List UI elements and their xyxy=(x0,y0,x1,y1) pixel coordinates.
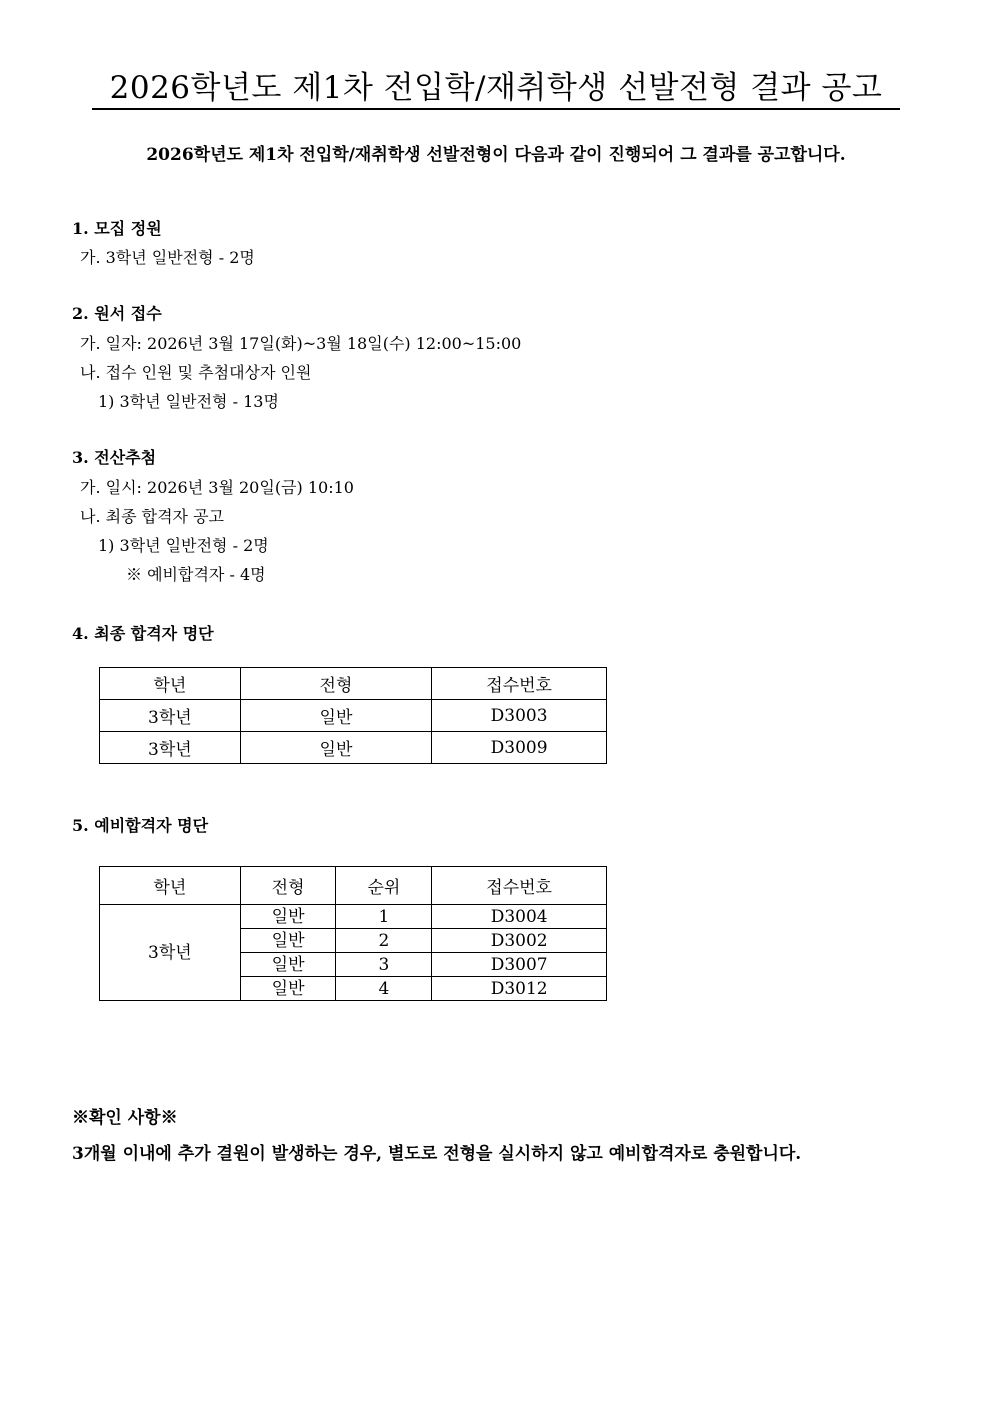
header-type: 전형 xyxy=(240,867,336,905)
section2-item-b1: 1) 3학년 일반전형 - 13명 xyxy=(98,392,279,411)
intro-text: 2026학년도 제1차 전입학/재취학생 선발전형이 다음과 같이 진행되어 그 결과를 공고합니다. xyxy=(146,145,846,165)
section4-heading: 4. 최종 합격자 명단 xyxy=(72,624,214,643)
cell-type: 일반 xyxy=(240,953,336,977)
cell-receipt-no: D3009 xyxy=(432,732,607,764)
table-header-row xyxy=(100,668,607,700)
cell-type: 일반 xyxy=(240,905,336,929)
header-rank: 순위 xyxy=(336,867,432,905)
table-header-row xyxy=(100,867,607,905)
section3-item-b1: 1) 3학년 일반전형 - 2명 xyxy=(98,536,269,555)
cell-type: 일반 xyxy=(240,977,336,1001)
cell-receipt-no: D3002 xyxy=(432,929,607,953)
section2-item-b: 나. 접수 인원 및 추첨대상자 인원 xyxy=(80,363,312,382)
cell-type: 일반 xyxy=(240,700,432,732)
cell-grade: 3학년 xyxy=(100,700,241,732)
notice-heading: ※확인 사항※ xyxy=(72,1108,178,1128)
header-grade: 학년 xyxy=(100,668,241,700)
reserve-pass-table xyxy=(99,866,607,1001)
section3-item-b: 나. 최종 합격자 공고 xyxy=(80,507,224,526)
cell-receipt-no: D3003 xyxy=(432,700,607,732)
header-type: 전형 xyxy=(240,668,432,700)
header-receipt-no: 접수번호 xyxy=(432,668,607,700)
cell-rank: 3 xyxy=(336,953,432,977)
section2-item-a: 가. 일자: 2026년 3월 17일(화)~3월 18일(수) 12:00~15:00 xyxy=(80,334,522,353)
section1-heading: 1. 모집 정원 xyxy=(72,219,162,238)
header-grade: 학년 xyxy=(100,867,241,905)
section3-heading: 3. 전산추첨 xyxy=(72,448,157,467)
cell-receipt-no: D3007 xyxy=(432,953,607,977)
cell-rank: 2 xyxy=(336,929,432,953)
table-row xyxy=(100,732,607,764)
cell-type: 일반 xyxy=(240,732,432,764)
table-row xyxy=(100,700,607,732)
cell-grade: 3학년 xyxy=(100,905,241,1001)
cell-rank: 4 xyxy=(336,977,432,1001)
section2-heading: 2. 원서 접수 xyxy=(72,304,162,323)
cell-receipt-no: D3012 xyxy=(432,977,607,1001)
final-pass-table xyxy=(99,667,607,764)
page-title: 2026학년도 제1차 전입학/재취학생 선발전형 결과 공고 xyxy=(92,68,900,110)
section3-item-a: 가. 일시: 2026년 3월 20일(금) 10:10 xyxy=(80,478,354,497)
notice-text: 3개월 이내에 추가 결원이 발생하는 경우, 별도로 전형을 실시하지 않고 예비합격자로 충원합니다. xyxy=(72,1144,802,1164)
cell-receipt-no: D3004 xyxy=(432,905,607,929)
section3-reserve-note: ※ 예비합격자 - 4명 xyxy=(126,565,266,584)
section1-item-a: 가. 3학년 일반전형 - 2명 xyxy=(80,248,255,267)
table-row xyxy=(100,905,607,929)
section5-heading: 5. 예비합격자 명단 xyxy=(72,816,209,835)
cell-type: 일반 xyxy=(240,929,336,953)
cell-grade: 3학년 xyxy=(100,732,241,764)
header-receipt-no: 접수번호 xyxy=(432,867,607,905)
cell-rank: 1 xyxy=(336,905,432,929)
